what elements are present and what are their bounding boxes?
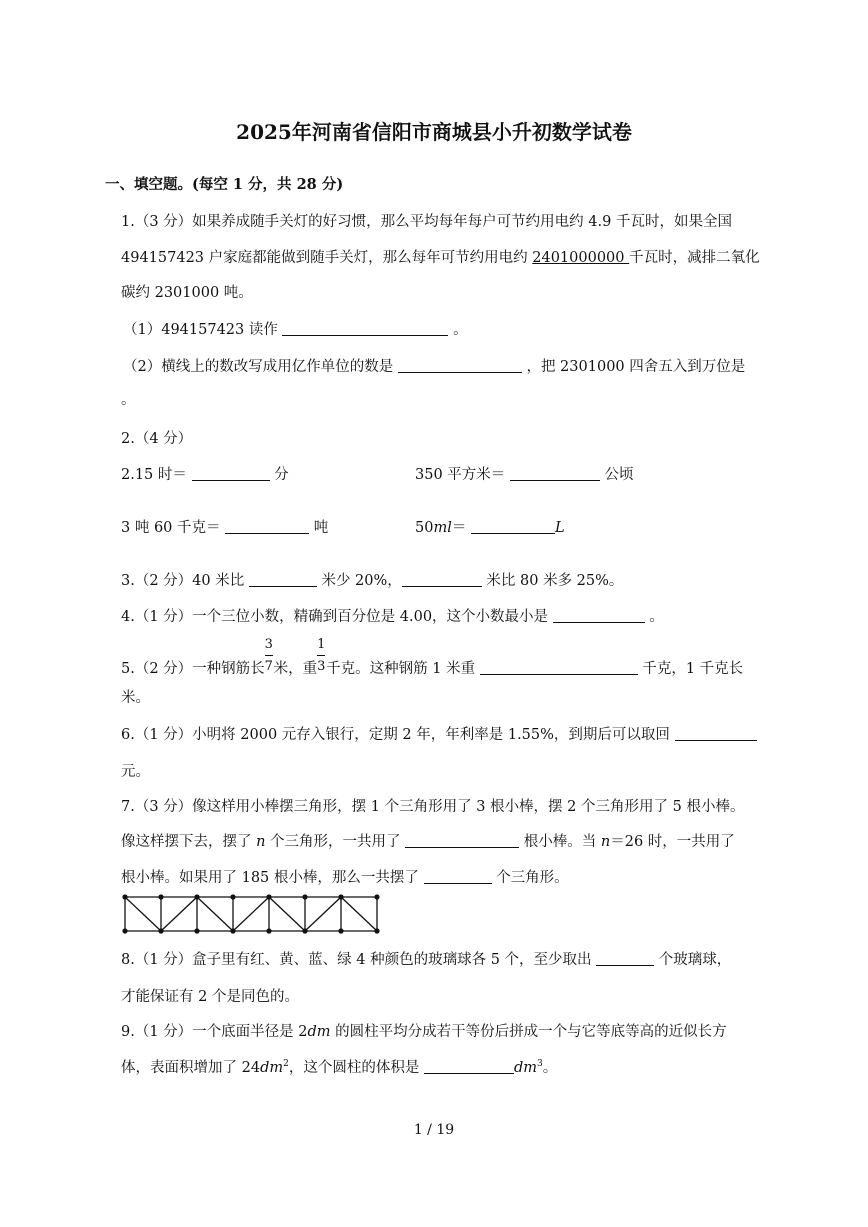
- q9-unit: dm: [307, 1024, 331, 1040]
- answer-blank[interactable]: [402, 572, 482, 587]
- q1-line1: 1.（3 分）如果养成随手关灯的好习惯，那么平均每年每户可节约用电约 4.9 千瓦时，如果全国: [121, 214, 732, 230]
- page-number: 1 / 19: [413, 1122, 455, 1138]
- q2-c-text: 3 吨 60 千克＝: [121, 520, 226, 536]
- q7-text-b: 个三角形，一共用了: [265, 834, 406, 850]
- q4-end: 。: [644, 609, 664, 625]
- answer-blank[interactable]: [471, 519, 555, 534]
- q6-text: 6.（1 分）小明将 2000 元存入银行，定期 2 年，年利率是 1.55%，到期后可以取回: [121, 727, 675, 743]
- q1-sub1-end: 。: [448, 322, 468, 338]
- stick-triangles-figure: [121, 893, 383, 935]
- q4-line: [121, 605, 664, 626]
- q2-item-b: [415, 463, 634, 484]
- q1-sub2-tail: ，把 2301000 四舍五入到万位是: [521, 359, 746, 375]
- q5-text-d: 千克，1 千克长: [637, 661, 744, 677]
- q1-line2-text: 494157423 户家庭都能做到随手关灯，那么每年可节约用电约: [121, 250, 533, 266]
- q2-b-text: 350 平方米＝: [415, 467, 510, 483]
- q2-b-unit: 公顷: [599, 467, 634, 483]
- q1-sub2: [123, 355, 745, 376]
- fraction-numerator: 1: [317, 637, 326, 652]
- answer-blank[interactable]: [480, 660, 638, 675]
- q1-underlined-number: 2401000000: [532, 250, 630, 266]
- q5-text-a: 5.（2 分）一种钢筋长: [121, 661, 265, 677]
- q2-d-unit2: L: [554, 520, 565, 536]
- q9-text-a: 9.（1 分）一个底面半径是 2: [121, 1024, 308, 1040]
- q6-line2: 元。: [121, 764, 150, 780]
- q9-line1: [121, 1020, 727, 1041]
- fraction-1-3: [317, 637, 326, 674]
- q2-item-c: [121, 516, 328, 537]
- q8-line: [121, 948, 731, 969]
- q9-text-b: 的圆柱平均分成若干等份后拼成一个与它等底等高的近似长方: [330, 1024, 727, 1040]
- q2-item-d: [415, 516, 565, 537]
- q3-text-c: 米比 80 米多 25%。: [481, 573, 624, 589]
- q7-var-n2: n: [600, 834, 611, 850]
- answer-blank[interactable]: [398, 358, 522, 373]
- answer-blank[interactable]: [424, 869, 492, 884]
- q7-var-n: n: [256, 834, 266, 850]
- answer-blank[interactable]: [249, 572, 317, 587]
- q3-text-a: 3.（2 分）40 米比: [121, 573, 249, 589]
- q7-text-d: ＝26 时，一共用了: [610, 834, 735, 850]
- q9-exponent: 3: [537, 1059, 543, 1070]
- answer-blank[interactable]: [424, 1059, 514, 1074]
- answer-blank[interactable]: [192, 466, 270, 481]
- q7-line3: [121, 866, 569, 887]
- answer-blank[interactable]: [282, 321, 448, 336]
- q9-text-d: ，这个圆柱的体积是: [288, 1060, 424, 1076]
- answer-blank[interactable]: [405, 833, 519, 848]
- fraction-numerator: 3: [264, 637, 273, 652]
- q9-text-c: 体，表面积增加了 24: [121, 1060, 261, 1076]
- q9-unit: dm: [260, 1060, 284, 1076]
- q1-line3: 碳约 2301000 吨。: [121, 285, 253, 301]
- section-heading: 一、填空题。(每空 1 分，共 28 分): [105, 176, 344, 193]
- answer-blank[interactable]: [225, 519, 309, 534]
- answer-blank[interactable]: [510, 466, 600, 481]
- q9-unit: dm: [513, 1060, 537, 1076]
- q5-line: [121, 637, 744, 678]
- q2-d-unit: ml: [433, 520, 452, 536]
- q1-line2-tail: 千瓦时，减排二氧化: [629, 250, 760, 266]
- answer-blank[interactable]: [553, 608, 645, 623]
- q7-text-f: 个三角形。: [491, 870, 569, 886]
- q7-text-c: 根小棒。当: [519, 834, 601, 850]
- q2-a-unit: 分: [269, 467, 289, 483]
- q2-c-unit: 吨: [309, 520, 329, 536]
- q6-line: [121, 723, 757, 744]
- q1-sub1: [123, 318, 468, 339]
- answer-blank[interactable]: [675, 726, 757, 741]
- q4-text: 4.（1 分）一个三位小数，精确到百分位是 4.00，这个小数最小是: [121, 609, 553, 625]
- q1-line2: [121, 246, 760, 267]
- q1-sub2-end: 。: [121, 392, 136, 408]
- q7-text-a: 像这样摆下去，摆了: [121, 834, 257, 850]
- q5-line2: 米。: [121, 690, 150, 706]
- q1-sub1-text: （1）494157423 读作: [123, 322, 283, 338]
- q2-a-text: 2.15 时＝: [121, 467, 192, 483]
- page-title: 2025年河南省信阳市商城县小升初数学试卷: [236, 120, 632, 144]
- q2-item-a: [121, 463, 289, 484]
- q8-text-b: 个玻璃球，: [654, 952, 732, 968]
- q9-exponent: 2: [283, 1059, 289, 1070]
- q1-sub2-text: （2）横线上的数改写成用亿作单位的数是: [123, 359, 398, 375]
- fraction-denominator: 7: [264, 659, 273, 674]
- q2-head: 2.（4 分）: [121, 431, 193, 447]
- q9-line2: [121, 1056, 557, 1077]
- q2-d-num: 50: [415, 520, 434, 536]
- q5-text-b: 米，重: [273, 661, 318, 677]
- q7-line2: [121, 830, 735, 851]
- answer-blank[interactable]: [596, 951, 654, 966]
- q5-text-c: 千克。这种钢筋 1 米重: [326, 661, 480, 677]
- q7-text-e: 根小棒。如果用了 185 根小棒，那么一共摆了: [121, 870, 424, 886]
- q7-line1: 7.（3 分）像这样用小棒摆三角形，摆 1 个三角形用了 3 根小棒，摆 2 个三角形用了 5 根小棒。: [121, 799, 745, 815]
- q8-text-a: 8.（1 分）盒子里有红、黄、蓝、绿 4 种颜色的玻璃球各 5 个，至少取出: [121, 952, 597, 968]
- q9-end: 。: [542, 1060, 558, 1076]
- q2-d-eq: ＝: [451, 520, 471, 536]
- fraction-3-7: [264, 637, 274, 674]
- q8-line2: 才能保证有 2 个是同色的。: [121, 989, 299, 1005]
- q3-line: [121, 569, 623, 590]
- q3-text-b: 米少 20%，: [316, 573, 402, 589]
- fraction-denominator: 3: [317, 659, 326, 674]
